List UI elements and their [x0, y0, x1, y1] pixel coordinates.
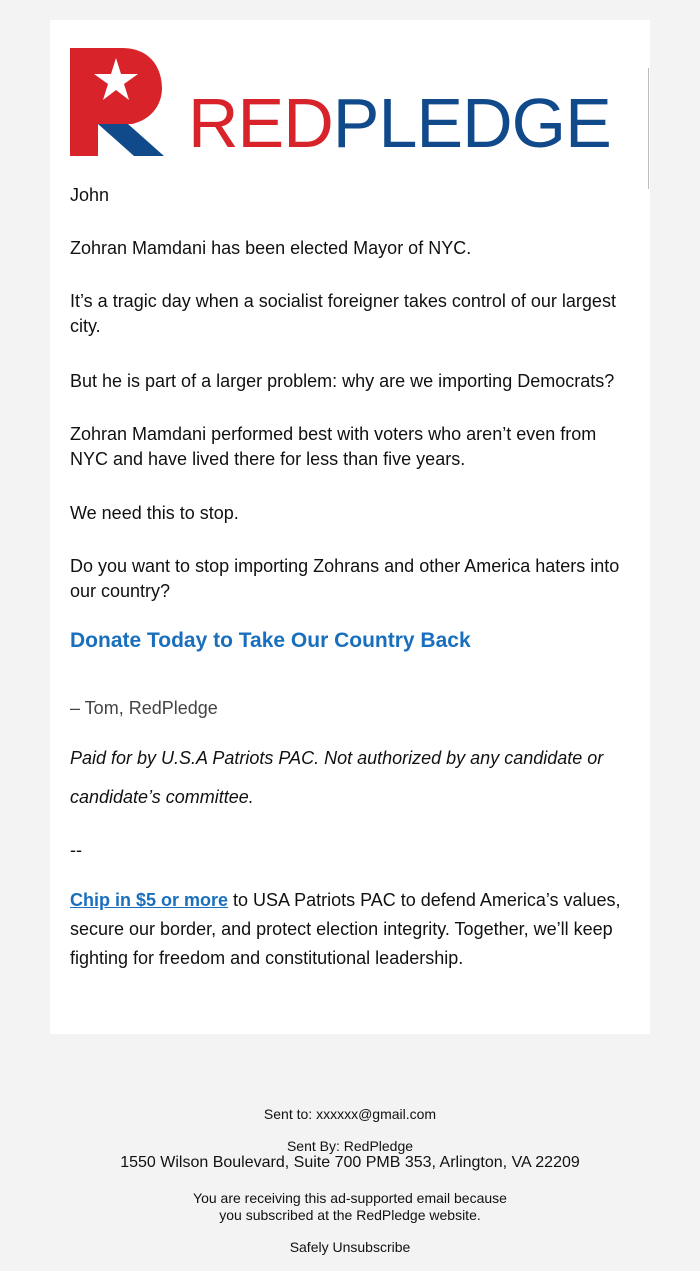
paragraph-5: We need this to stop.	[70, 503, 239, 523]
email-card	[50, 20, 650, 1034]
redpledge-logo[interactable]	[70, 48, 630, 162]
donate-headline-link[interactable]: Donate Today to Take Our Country Back	[70, 629, 471, 652]
footer-sent-by: Sent By: RedPledge	[286, 1138, 414, 1154]
redpledge-r-star-icon	[70, 48, 170, 158]
chip-in-text: to USA Patriots PAC to defend America’s values, secure our border, and protect election integrity. Together, we’ll keep fighting for freedom and constitutional leadership.	[70, 890, 621, 968]
footer-address: 1550 Wilson Boulevard, Suite 700 PMB 353, Arlington, VA 22209	[120, 1154, 580, 1171]
unsubscribe-link[interactable]: Safely Unsubscribe	[289, 1239, 411, 1255]
logo-text-blue: PLEDGE	[332, 84, 611, 162]
paid-for-disclaimer: Paid for by U.S.A Patriots PAC. Not authorized by any candidate or candidate’s committee.	[70, 748, 604, 807]
signature: – Tom, RedPledge	[70, 698, 218, 718]
footer-sent-to: Sent to: xxxxxx@gmail.com	[263, 1106, 437, 1122]
paragraph-1: Zohran Mamdani has been elected Mayor of NYC.	[70, 238, 472, 258]
logo-divider	[648, 68, 649, 189]
footer-reason-line-2: you subscribed at the RedPledge website.	[219, 1207, 481, 1223]
separator: --	[70, 840, 82, 860]
footer-reason-line-1: You are receiving this ad-supported email because	[193, 1190, 507, 1206]
paragraph-2: It’s a tragic day when a socialist foreigner takes control of our largest city.	[70, 291, 616, 336]
paragraph-6: Do you want to stop importing Zohrans and other America haters into our country?	[70, 556, 620, 601]
chip-in-link[interactable]: Chip in $5 or more	[70, 890, 229, 910]
logo-wordmark	[188, 84, 611, 162]
logo-text-red: RED	[188, 84, 333, 162]
chip-in-paragraph	[70, 886, 630, 973]
greeting: John	[70, 185, 110, 205]
paragraph-4: Zohran Mamdani performed best with voters who aren’t even from NYC and have lived there for less than five years.	[70, 424, 597, 469]
paragraph-3: But he is part of a larger problem: why are we importing Democrats?	[70, 371, 615, 391]
